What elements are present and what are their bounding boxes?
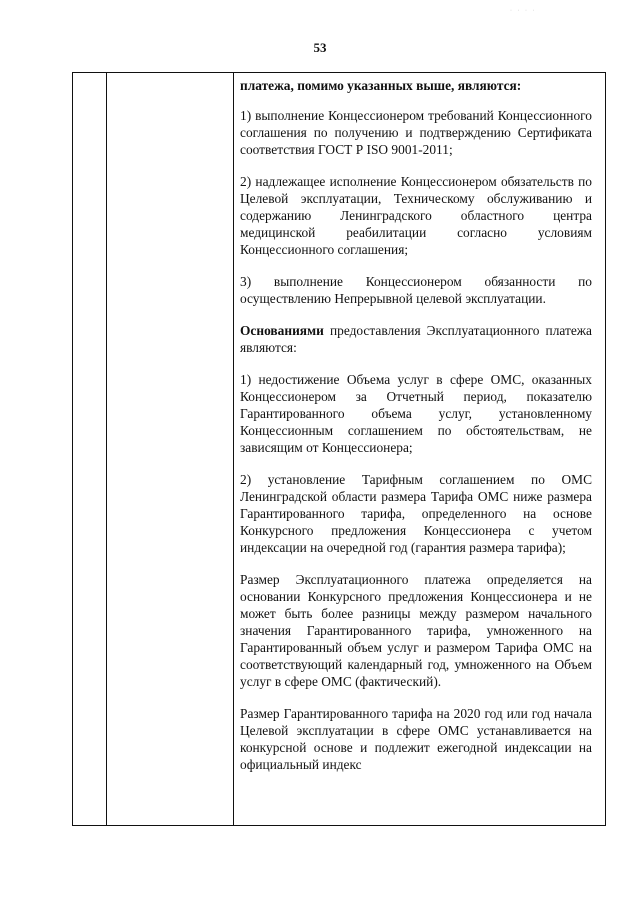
paragraph-payment-amount: Размер Эксплуатационного платежа определяется на основании Конкурсного предложения Концессионера и не может быть более разницы между размером начального значения Гарантированного тарифа, умноженного на Гарантированный объем услуг и размером Тарифа ОМС на соответствующий календарный год, умноженного на Объем услуг в сфере ОМС (фактический). [240, 572, 592, 689]
paragraph-condition-2: 2) надлежащее исполнение Концессионером обязательств по Целевой эксплуатации, Техническому обслуживанию и содержанию Ленинградского областного центра медицинской реабилитации согласно условиям Концессионного соглашения; [240, 174, 592, 257]
grounds-intro-text: предоставления Эксплуатационного платежа являются: [240, 323, 592, 355]
paragraph-grounds-intro [240, 322, 592, 356]
page-number: 53 [313, 40, 327, 55]
table-column-divider [233, 73, 234, 825]
paragraph-guaranteed-tariff: Размер Гарантированного тарифа на 2020 год или год начала Целевой эксплуатации в сфере ОМС устанавливается на конкурсной основе и подлежит ежегодной индексации на официальный индекс [240, 706, 592, 772]
paragraph-condition-3: 3) выполнение Концессионером обязанности по осуществлению Непрерывной целевой эксплуатации. [240, 274, 592, 306]
paragraph-ground-1: 1) недостижение Объема услуг в сфере ОМС, оказанных Концессионером за Отчетный период, показателю Гарантированного объема услуг, установленному Концессионным соглашением по обстоятельствам, не зависящим от Концессионера; [240, 372, 592, 455]
paragraph-ground-2: 2) установление Тарифным соглашением по ОМС Ленинградской области размера Тарифа ОМС ниже размера Гарантированного тарифа, определенного на основе Конкурсного предложения Концессионера с учетом индексации на очередной год (гарантия размера тарифа); [240, 472, 592, 555]
paragraph-payment-conditions-heading: платежа, помимо указанных выше, являются: [240, 78, 522, 93]
paragraph-condition-1: 1) выполнение Концессионером требований Концессионного соглашения по получению и подтверждению Сертификата соответствия ГОСТ Р ISO 9001-2011; [240, 108, 592, 157]
table-column-divider [106, 73, 107, 825]
scan-artifact: · · · · [510, 8, 537, 14]
document-table [72, 72, 606, 826]
table-text-cell [240, 77, 592, 788]
grounds-bold-term: Основаниями [240, 323, 324, 338]
